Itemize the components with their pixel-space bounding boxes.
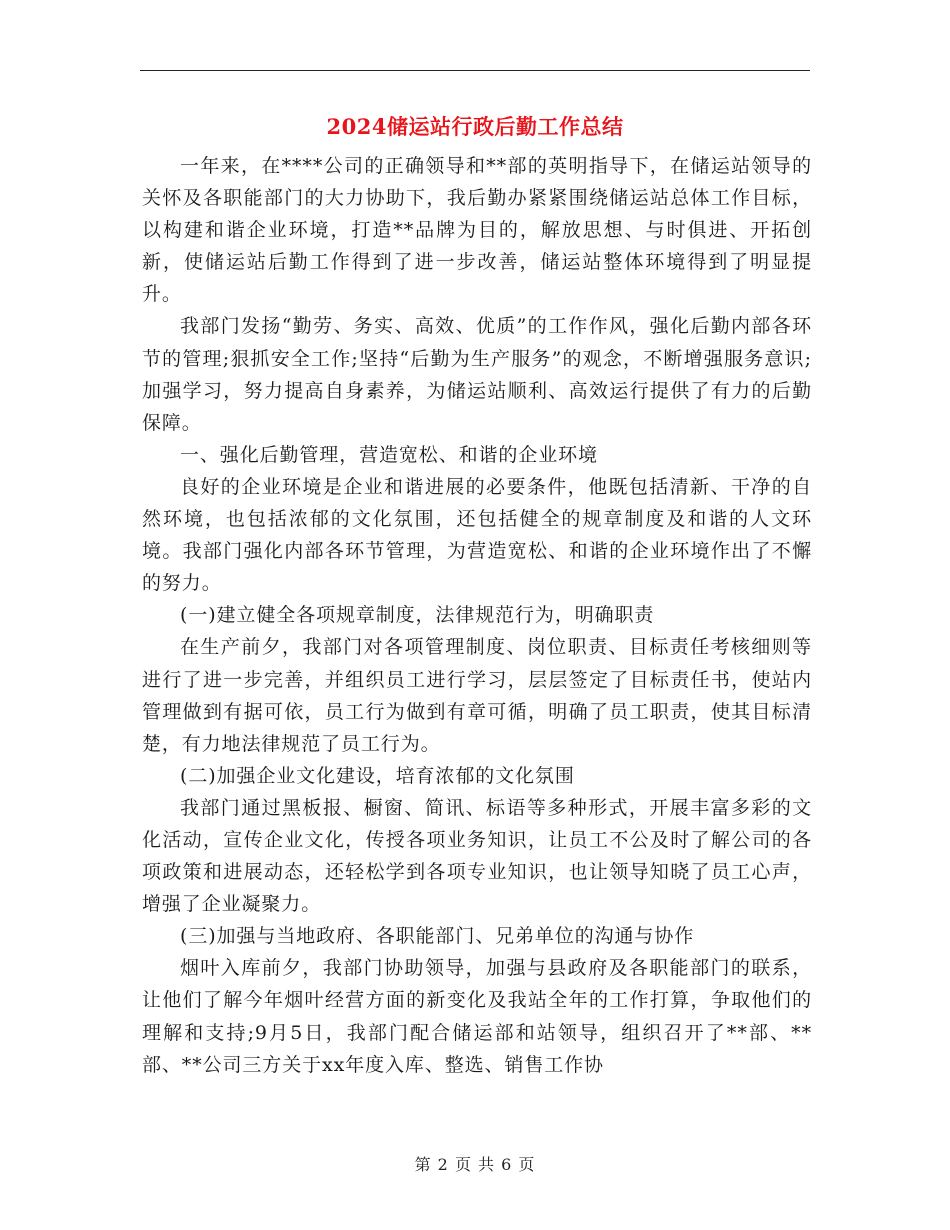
header-rule [140,70,810,71]
document-title: 2024储运站行政后勤工作总结 [326,114,624,139]
paragraph-work-style: 我部门发扬“勤劳、务实、高效、优质”的工作作风，强化后勤内部各环节的管理;狠抓安全工作;坚持“后勤为生产服务”的观念，不断增强服务意识;加强学习，努力提高自身素养，为储运站顺利、高效运行提供了有力的后勤保障。 [142,315,812,434]
section-heading-1: 一、强化后勤管理，营造宽松、和谐的企业环境 [180,443,598,466]
page-number-footer: 第 2 页 共 6 页 [414,1155,536,1174]
subsection-heading-2: (二)加强企业文化建设，培育浓郁的文化氛围 [180,764,575,787]
paragraph-rules: 在生产前夕，我部门对各项管理制度、岗位职责、目标责任考核细则等进行了进一步完善，并组织员工进行学习，层层签定了目标责任书，使站内管理做到有据可依，员工行为做到有章可循，明确了员工职责，使其目标清楚，有力地法律规范了员工行为。 [142,636,812,755]
document-body [142,150,812,1081]
paragraph-intro: 一年来，在****公司的正确领导和**部的英明指导下，在储运站领导的关怀及各职能部门的大力协助下，我后勤办紧紧围绕储运站总体工作目标，以构建和谐企业环境，打造**品牌为目的，解放思想、与时俱进、开拓创新，使储运站后勤工作得到了进一步改善，储运站整体环境得到了明显提升。 [142,155,812,306]
paragraph-environment: 良好的企业环境是企业和谐进展的必要条件，他既包括清新、干净的自然环境，也包括浓郁的文化氛围，还包括健全的规章制度及和谐的人文环境。我部门强化内部各环节管理，为营造宽松、和谐的企业环境作出了不懈的努力。 [142,475,812,595]
paragraph-culture: 我部门通过黑板报、橱窗、简讯、标语等多种形式，开展丰富多彩的文化活动，宣传企业文化，传授各项业务知识，让员工不公及时了解公司的各项政策和进展动态，还轻松学到各项专业知识，也让领导知晓了员工心声，增强了企业凝聚力。 [142,796,812,916]
subsection-heading-1: (一)建立健全各项规章制度，法律规范行为，明确职责 [180,604,655,627]
subsection-heading-3: (三)加强与当地政府、各职能部门、兄弟单位的沟通与协作 [180,925,695,948]
paragraph-cooperation: 烟叶入库前夕，我部门协助领导，加强与县政府及各职能部门的联系，让他们了解今年烟叶经营方面的新变化及我站全年的工作打算，争取他们的理解和支持;9月5日，我部门配合储运部和站领导，组织召开了**部、**部、**公司三方关于xx年度入库、整选、销售工作协 [142,957,812,1076]
